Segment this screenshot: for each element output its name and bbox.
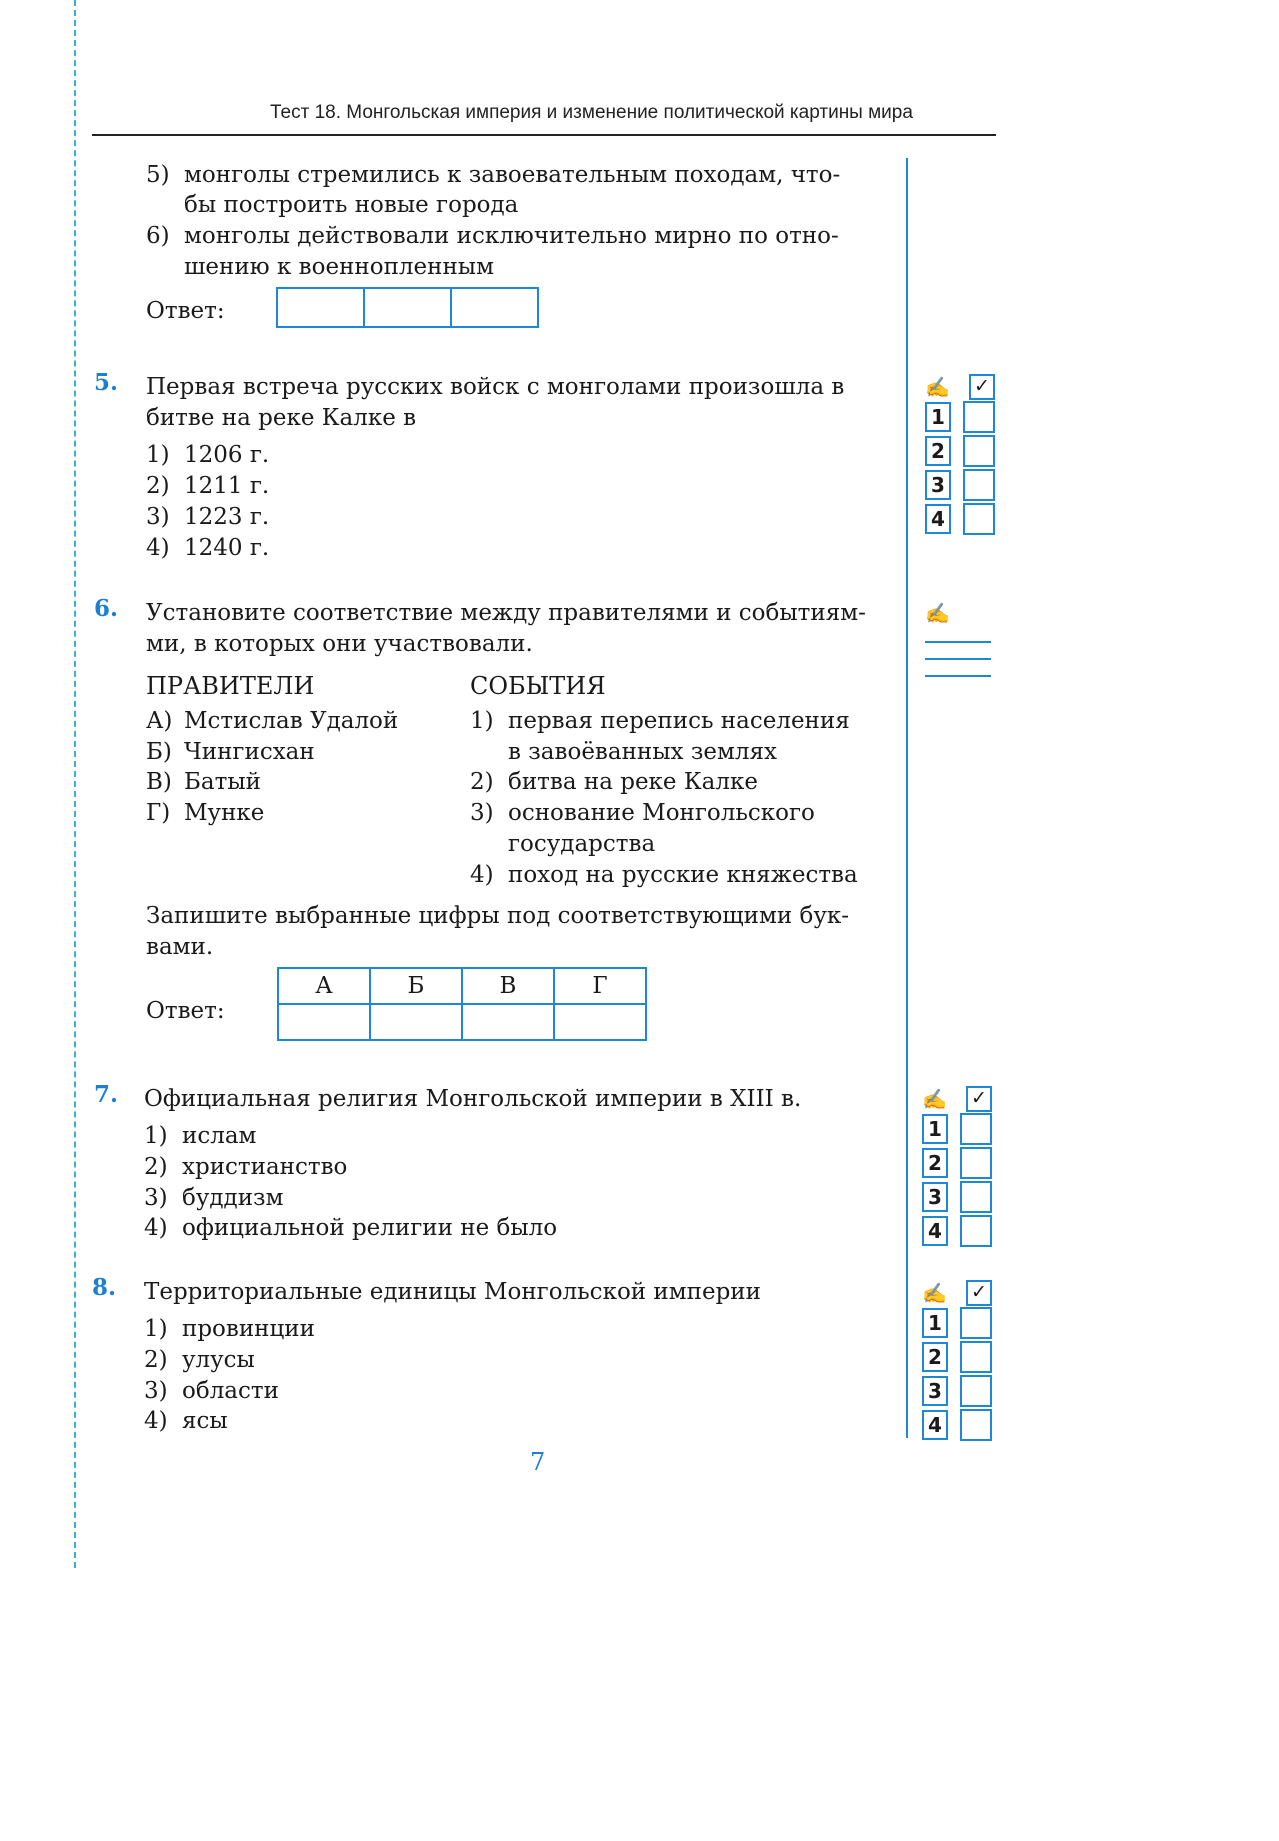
header-rule xyxy=(92,134,996,136)
q6-answer-label: Ответ: xyxy=(146,998,225,1024)
option-number-1: 1 xyxy=(925,402,951,432)
option-number-2: 2 xyxy=(925,436,951,466)
pen-icon: ✍ xyxy=(922,1087,947,1111)
q6-left-item-a: А) Мстислав Удалой xyxy=(146,708,399,734)
q6-right-item-1-cont: в завоёванных землях xyxy=(508,739,777,765)
q7-text: Официальная религия Монгольской империи в XIII в. xyxy=(144,1086,802,1112)
pen-icon: ✍ xyxy=(925,375,950,399)
write-line[interactable] xyxy=(925,641,991,643)
q7-option-3: 3) буддизм xyxy=(144,1185,284,1211)
q6-left-item-v: В) Батый xyxy=(146,769,261,795)
option-box-2[interactable] xyxy=(960,1341,992,1373)
option-box-1[interactable] xyxy=(960,1307,992,1339)
write-line[interactable] xyxy=(925,658,991,660)
option-box-3[interactable] xyxy=(963,469,995,501)
q6-left-item-g: Г) Мунке xyxy=(146,800,265,826)
option-number-4: 4 xyxy=(922,1410,948,1440)
answer-cell[interactable] xyxy=(452,289,537,326)
option-box-2[interactable] xyxy=(963,435,995,467)
q6-instruction-line2: вами. xyxy=(146,934,214,960)
q5-option-4: 4) 1240 г. xyxy=(146,535,270,561)
q5-text-line2: битве на реке Калке в xyxy=(146,405,417,431)
option-number-4: 4 xyxy=(925,504,951,534)
q8-option-3: 3) области xyxy=(144,1378,279,1404)
option-number-2: 2 xyxy=(922,1342,948,1372)
option-box-3[interactable] xyxy=(960,1181,992,1213)
answer-cell[interactable] xyxy=(370,1004,462,1040)
q4-option-6-cont: шению к военнопленным xyxy=(184,254,494,280)
q7-option-1: 1) ислам xyxy=(144,1123,257,1149)
option-number-2: 2 xyxy=(922,1148,948,1178)
q6-left-heading: ПРАВИТЕЛИ xyxy=(146,672,315,700)
q6-right-item-3-cont: государства xyxy=(508,831,656,857)
q8-answer-box xyxy=(922,1280,992,1442)
option-box-1[interactable] xyxy=(963,401,995,433)
q5-text-line1: Первая встреча русских войск с монголами произошла в xyxy=(146,374,845,400)
write-line[interactable] xyxy=(925,675,991,677)
cut-line xyxy=(74,0,76,1568)
table-header-b: Б xyxy=(370,968,462,1004)
table-header-a: А xyxy=(278,968,370,1004)
q7-option-2: 2) христианство xyxy=(144,1154,348,1180)
answer-cell[interactable] xyxy=(365,289,452,326)
q8-option-4: 4) ясы xyxy=(144,1408,228,1434)
q7-answer-box xyxy=(922,1086,992,1248)
q6-instruction-line1: Запишите выбранные цифры под соответствующими бук- xyxy=(146,903,850,929)
q4-answer-boxes xyxy=(276,287,539,328)
answer-cell[interactable] xyxy=(278,1004,370,1040)
q7-number: 7. xyxy=(94,1081,119,1108)
q8-text: Территориальные единицы Монгольской империи xyxy=(144,1279,761,1305)
q8-option-1: 1) провинции xyxy=(144,1316,315,1342)
table-header-g: Г xyxy=(554,968,646,1004)
option-number-3: 3 xyxy=(925,470,951,500)
q4-option-5-cont: бы построить новые города xyxy=(184,192,519,218)
option-number-3: 3 xyxy=(922,1182,948,1212)
answer-cell[interactable] xyxy=(554,1004,646,1040)
option-box-4[interactable] xyxy=(963,503,995,535)
option-box-4[interactable] xyxy=(960,1215,992,1247)
option-number-3: 3 xyxy=(922,1376,948,1406)
q8-number: 8. xyxy=(92,1274,117,1301)
answer-cell[interactable] xyxy=(278,289,365,326)
answer-cell[interactable] xyxy=(462,1004,554,1040)
q4-answer-label: Ответ: xyxy=(146,298,225,324)
q5-option-3: 3) 1223 г. xyxy=(146,504,270,530)
q5-answer-box xyxy=(925,374,995,536)
q5-option-2: 2) 1211 г. xyxy=(146,473,270,499)
option-number-1: 1 xyxy=(922,1308,948,1338)
check-box[interactable]: ✓ xyxy=(966,1280,992,1306)
pen-icon: ✍ xyxy=(922,1281,947,1305)
option-box-4[interactable] xyxy=(960,1409,992,1441)
table-header-v: В xyxy=(462,968,554,1004)
q6-right-item-3: 3) основание Монгольского xyxy=(470,800,815,826)
q6-right-heading: СОБЫТИЯ xyxy=(470,672,606,700)
pen-icon: ✍ xyxy=(925,601,950,625)
q4-option-5: 5) монголы стремились к завоевательным походам, что- xyxy=(146,162,841,188)
page-number: 7 xyxy=(530,1448,546,1476)
q6-right-item-1: 1) первая перепись населения xyxy=(470,708,850,734)
q8-option-2: 2) улусы xyxy=(144,1347,255,1373)
option-number-4: 4 xyxy=(922,1216,948,1246)
check-box[interactable]: ✓ xyxy=(966,1086,992,1112)
q6-answer-table xyxy=(277,967,647,1041)
q5-option-1: 1) 1206 г. xyxy=(146,442,270,468)
q6-number: 6. xyxy=(94,595,119,622)
q6-right-item-4: 4) поход на русские княжества xyxy=(470,862,858,888)
q4-option-6: 6) монголы действовали исключительно мирно по отно- xyxy=(146,223,839,249)
option-number-1: 1 xyxy=(922,1114,948,1144)
q7-option-4: 4) официальной религии не было xyxy=(144,1215,558,1241)
q5-number: 5. xyxy=(94,369,119,396)
answer-column-rule xyxy=(906,158,908,1438)
option-box-1[interactable] xyxy=(960,1113,992,1145)
option-box-3[interactable] xyxy=(960,1375,992,1407)
check-box[interactable]: ✓ xyxy=(969,374,995,400)
option-box-2[interactable] xyxy=(960,1147,992,1179)
q6-text-line2: ми, в которых они участвовали. xyxy=(146,631,533,657)
q6-text-line1: Установите соответствие между правителями и событиям- xyxy=(146,600,866,626)
q6-right-item-2: 2) битва на реке Калке xyxy=(470,769,758,795)
q6-answer-box xyxy=(925,600,995,677)
q6-left-item-b: Б) Чингисхан xyxy=(146,739,315,765)
page-header: Тест 18. Монгольская империя и изменение политической картины мира xyxy=(270,102,913,123)
